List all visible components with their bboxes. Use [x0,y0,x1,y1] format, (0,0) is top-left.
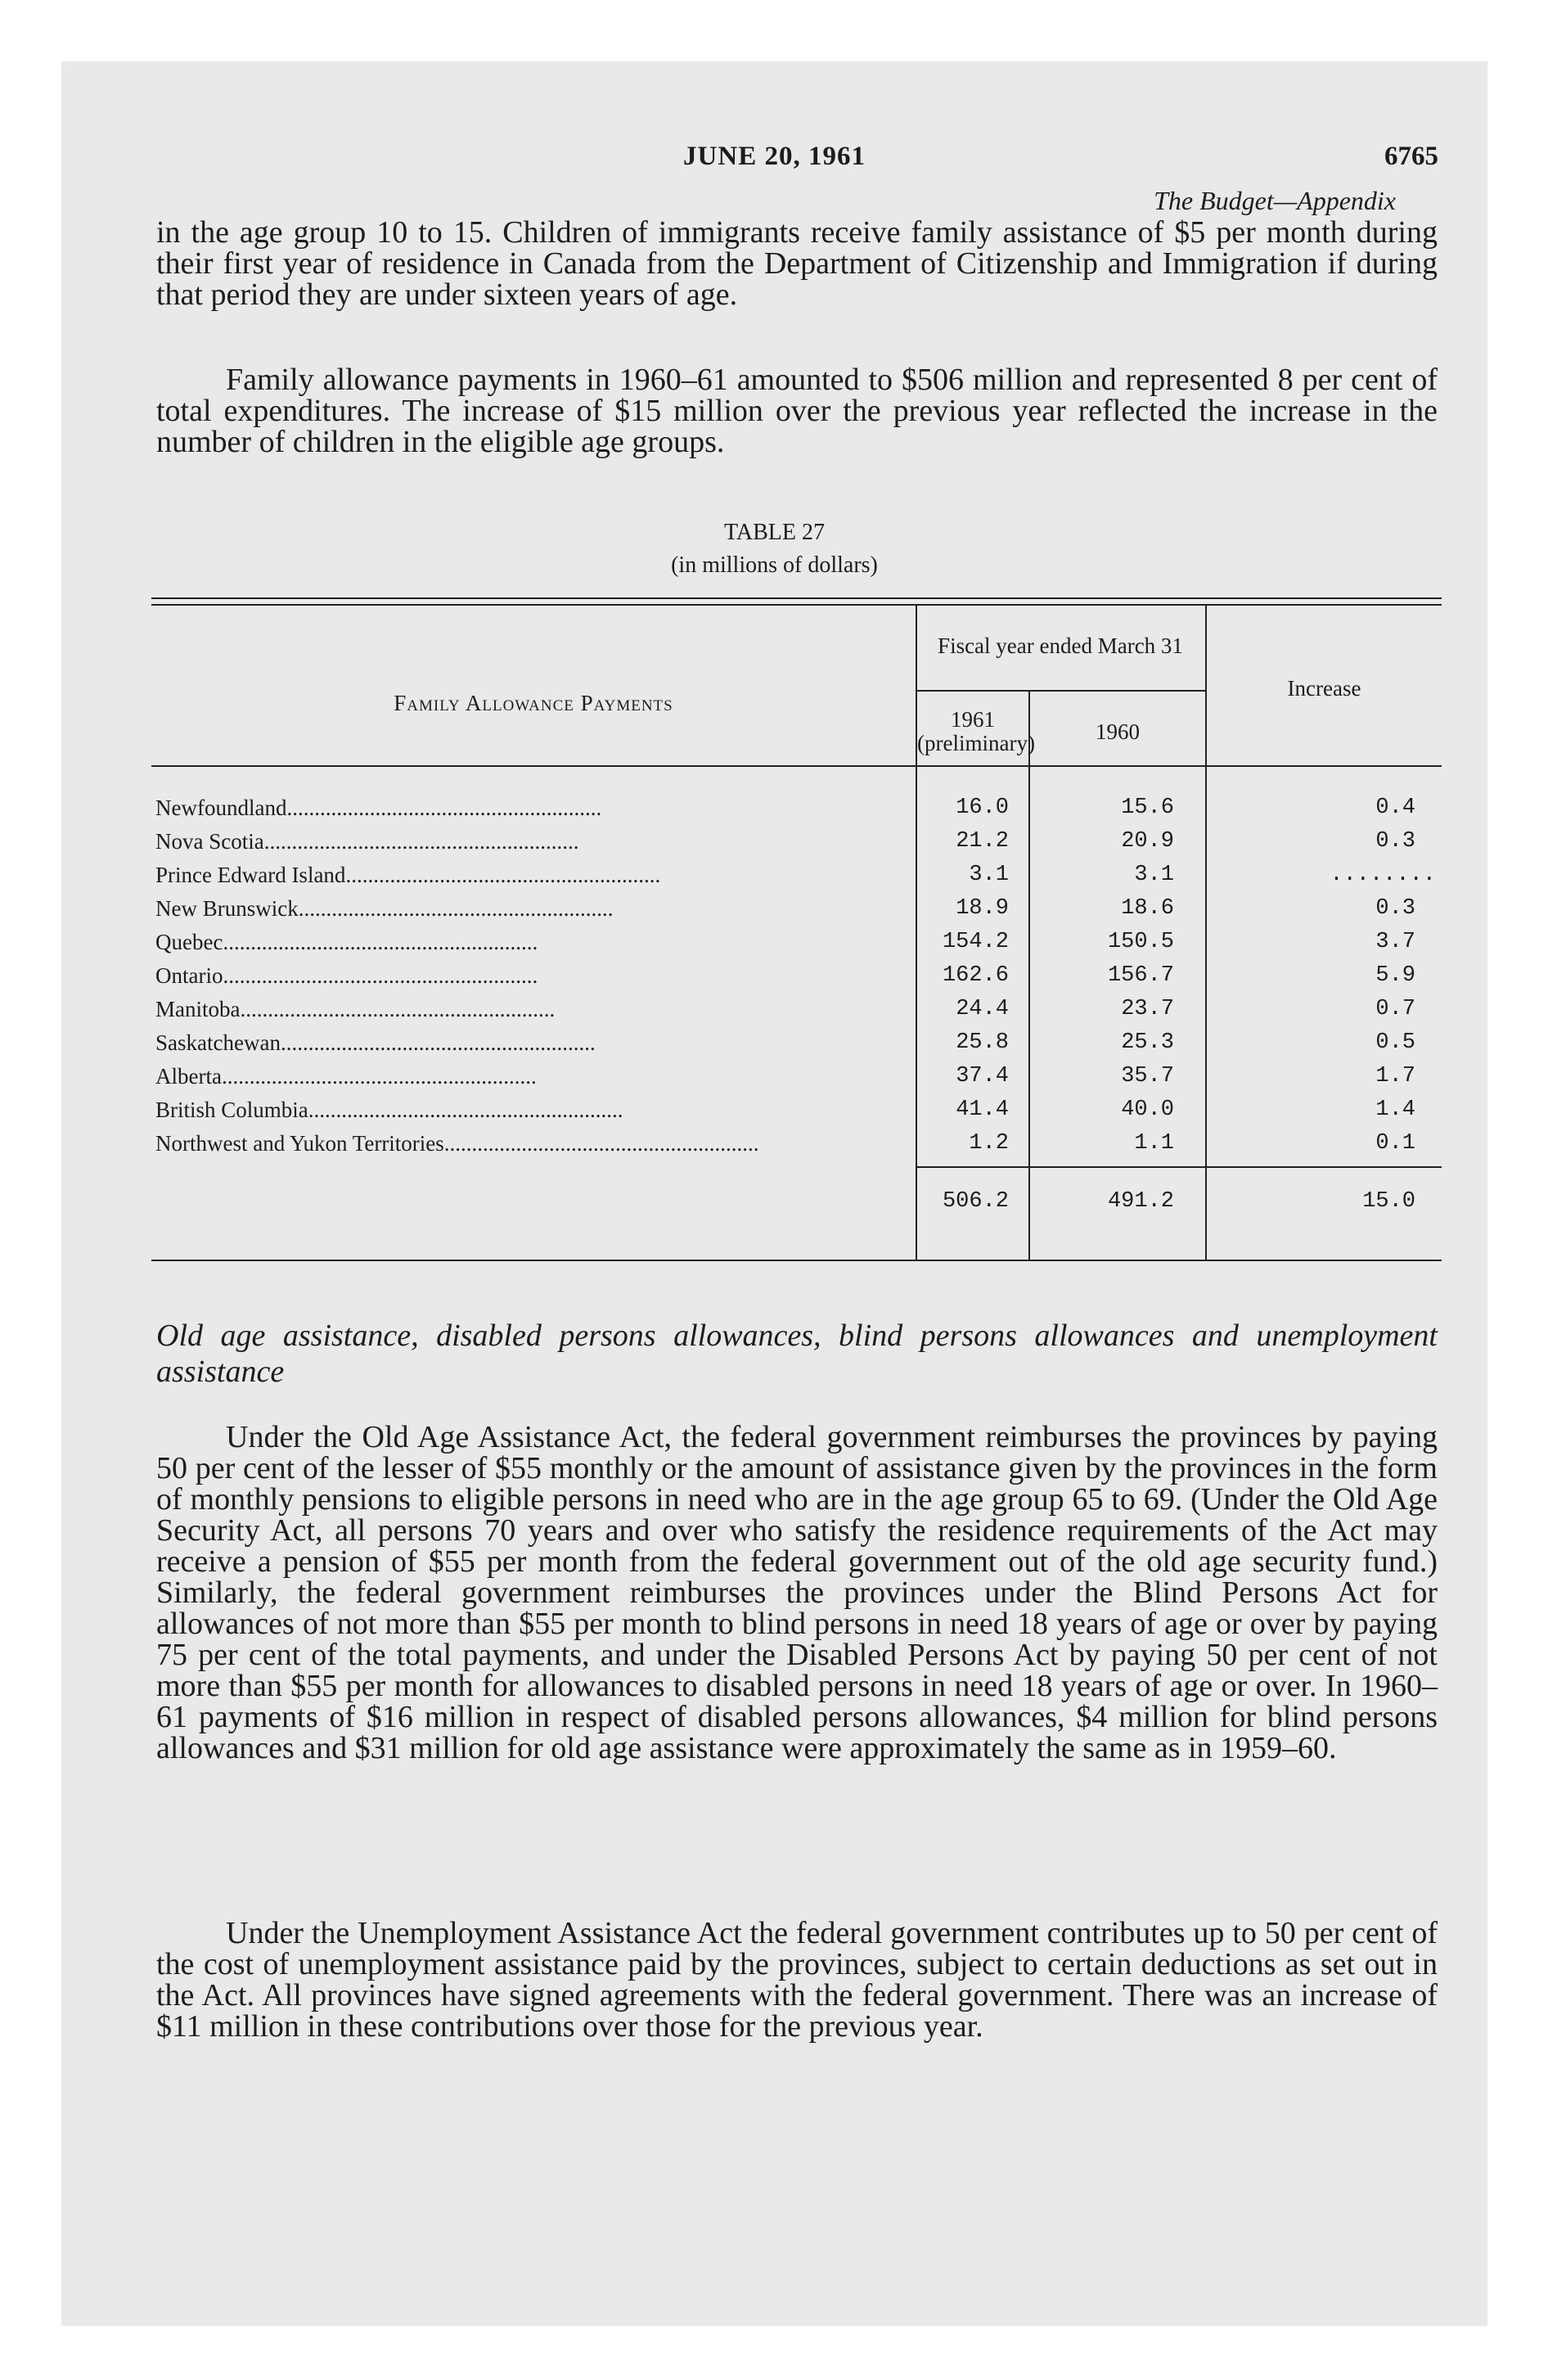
paragraph-1: in the age group 10 to 15. Children of immigrants receive family assistance of $5 per month during their first year of residence in Canada from the Department of Citizenship and Immigration if during that period they are under sixteen years of age. [156,215,1438,312]
table-row-label: Alberta......................................................... [155,1064,537,1089]
table-top-rule [151,597,1442,599]
table-total-cell: 491.2 [1107,1189,1174,1214]
header-date: JUNE 20, 1961 [683,142,866,171]
table-title: TABLE 27 [724,520,825,545]
fiscal-year-header: Fiscal year ended March 31 [938,633,1183,658]
table-cell: 21.2 [956,829,1009,854]
paragraph-4: Under the Unemployment Assistance Act the federal government contributes up to 50 per cent of the cost of unemployment assistance paid by the provinces, subject to certain deductions as set out in the Act. All provinces have signed agreements with the federal government. There was an increase of $11 million in these contributions over those for the previous year. [156,1916,1438,2044]
col-increase-header: Increase [1287,676,1361,701]
table-cell: 3.7 [1375,930,1415,954]
section-heading: Old age assistance, disabled persons allowances, blind persons allowances and unemployment assistance [156,1318,1438,1389]
table-row-label: Nova Scotia......................................................... [155,829,579,854]
table-group-rule [916,690,1205,692]
stub-header: Family Allowance Payments [394,691,673,715]
paragraph-2: Family allowance payments in 1960–61 amounted to $506 million and represented 8 per cent of total expenditures. The increase of $15 million over the previous year reflected the increase in the number of children in the eligible age groups. [156,363,1438,459]
table-cell: 15.6 [1121,796,1174,820]
table-cell: 40.0 [1121,1098,1174,1122]
table-header-rule [151,765,1442,767]
table-row-label: Northwest and Yukon Territories......................................................... [155,1131,759,1156]
table-row-label: New Brunswick......................................................... [155,896,614,921]
col-1960-header: 1960 [1096,719,1140,744]
table-bottom-rule [151,1260,1442,1261]
paragraph-3: Under the Old Age Assistance Act, the federal government reimburses the provinces by paying 50 per cent of the lesser of $55 monthly or the amount of assistance given by the provinces in the form of monthly pensions to eligible persons in need who are in the age group 65 to 69. (Under the Old Age Security Act, all persons 70 years and over who satisfy the residence requirements of the Act may receive a pension of $55 per month from the federal government out of the old age security fund.) Similarly, the federal government reimburses the provinces under the Blind Persons Act for allowances of not more than $55 per month to blind persons in need 18 years of age or over by paying 75 per cent of the total payments, and under the Disabled Persons Act by paying 50 per cent of not more than $55 per month for allowances to disabled persons in need 18 years of age or over. In 1960–61 payments of $16 million in respect of disabled persons allowances, $4 million for blind persons allowances and $31 million for old age assistance were approximately the same as in 1959–60. [156,1420,1438,1765]
table-cell: ........ [1330,863,1436,887]
table-cell: 1.7 [1375,1064,1415,1089]
table-row-label: Newfoundland......................................................... [155,796,602,820]
table-cell: 0.1 [1375,1131,1415,1156]
table-cell: 23.7 [1121,997,1174,1021]
table-cell: 154.2 [942,930,1009,954]
table-cell: 3.1 [1134,863,1174,887]
table-cell: 150.5 [1107,930,1174,954]
table-row-label: British Columbia......................................................... [155,1098,623,1122]
table-cell: 0.3 [1375,896,1415,921]
table-cell: 24.4 [956,997,1009,1021]
table-col-divider-2 [1028,690,1030,1260]
table-cell: 25.3 [1121,1030,1174,1055]
table-cell: 0.3 [1375,829,1415,854]
table-cell: 156.7 [1107,963,1174,988]
table-cell: 0.4 [1375,796,1415,820]
table-top-rule-double [151,604,1442,606]
table-cell: 37.4 [956,1064,1009,1089]
table-cell: 41.4 [956,1098,1009,1122]
table-cell: 5.9 [1375,963,1415,988]
table-row-label: Ontario......................................................... [155,963,538,988]
col-1961-header: 1961 (preliminary) [917,707,1035,755]
table-total-rule [916,1166,1442,1168]
table-cell: 1.1 [1134,1131,1174,1156]
table-total-cell: 506.2 [942,1189,1009,1214]
table-cell: 18.6 [1121,896,1174,921]
page-header [61,142,1487,183]
page-number: 6765 [1384,142,1438,171]
running-subtitle: The Budget—Appendix [1154,186,1396,215]
table-cell: 25.8 [956,1030,1009,1055]
table-cell: 18.9 [956,896,1009,921]
table-cell: 3.1 [969,863,1009,887]
table-cell: 162.6 [942,963,1009,988]
table-cell: 1.4 [1375,1098,1415,1122]
table-cell: 0.7 [1375,997,1415,1021]
document-page [61,61,1487,2326]
table-cell: 1.2 [969,1131,1009,1156]
table-row-label: Quebec......................................................... [155,930,538,954]
table-row-label: Manitoba......................................................... [155,997,556,1021]
table-row-label: Prince Edward Island......................................................... [155,863,661,887]
table-row-label: Saskatchewan......................................................... [155,1030,596,1055]
table-total-cell: 15.0 [1362,1189,1415,1214]
table-unit: (in millions of dollars) [671,552,878,578]
table-cell: 35.7 [1121,1064,1174,1089]
table-cell: 0.5 [1375,1030,1415,1055]
table-cell: 16.0 [956,796,1009,820]
table-col-divider-1 [916,606,917,1260]
table-cell: 20.9 [1121,829,1174,854]
